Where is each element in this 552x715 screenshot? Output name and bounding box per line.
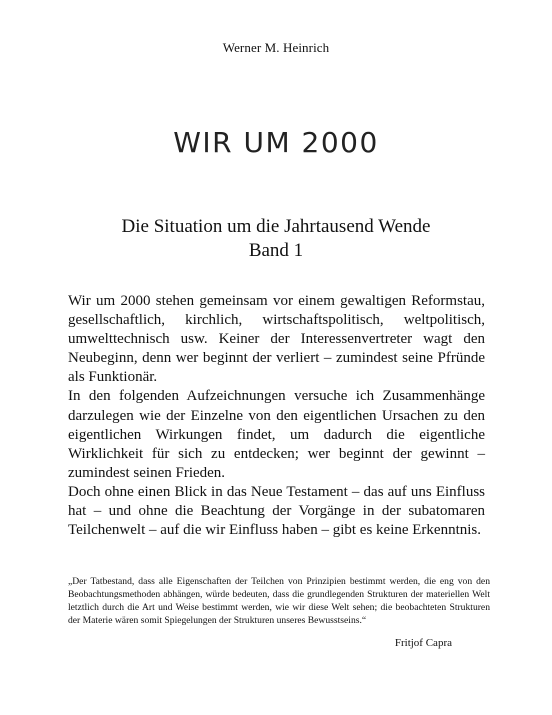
paragraph: Doch ohne einen Blick in das Neue Testament – das auf uns Einfluss hat – und ohne die Beachtung der Vorgänge in der subatomaren Teilchenwelt – auf die wir Einfluss haben – gibt es keine Erkenntnis. — [68, 483, 485, 539]
quote-text: „Der Tatbestand, dass alle Eigenschaften der Teilchen von Prinzipien bestimmt werden, die eng von den Beobachtungsmethoden abhängen, würde bedeuten, dass die grundlegenden Strukturen der materiellen Welt letztlich durch die Art und Weise bestimmt werden, wie wir diese Welt sehen; die beobachteten Strukturen der Materie wären somit Spiegelungen der Strukturen unseres Bewusstseins.“ — [68, 576, 490, 626]
paragraph: Wir um 2000 stehen gemeinsam vor einem gewaltigen Reformstau, gesellschaftlich, kirchlich, wirtschaftspolitisch, weltpolitisch, umwelttechnisch usw. Keiner der Interessenvertreter wagt den Neubeginn, denn wer beginnt der verliert – zumindest seine Pfründe als Funktionär. — [68, 293, 485, 386]
body-text — [68, 292, 485, 540]
author-name: Werner M. Heinrich — [222, 40, 330, 55]
subtitle-line: Die Situation um die Jahrtausend Wende — [121, 216, 431, 237]
paragraph: In den folgenden Aufzeichnungen versuche ich Zusammenhänge darzulegen wie der Einzelne von den eigentlichen Ursachen zu den eigentlichen Wirkungen findet, um dadurch die eigentliche Wirklichkeit für sich zu entdecken; wer beginnt der gewinnt – zumindest seinen Frieden. — [68, 388, 485, 481]
subtitle-block — [0, 215, 552, 263]
volume-label: Band 1 — [248, 240, 304, 261]
book-title: WIR UM 2000 — [173, 126, 379, 159]
quote-attribution: Fritjof Capra — [394, 637, 452, 649]
